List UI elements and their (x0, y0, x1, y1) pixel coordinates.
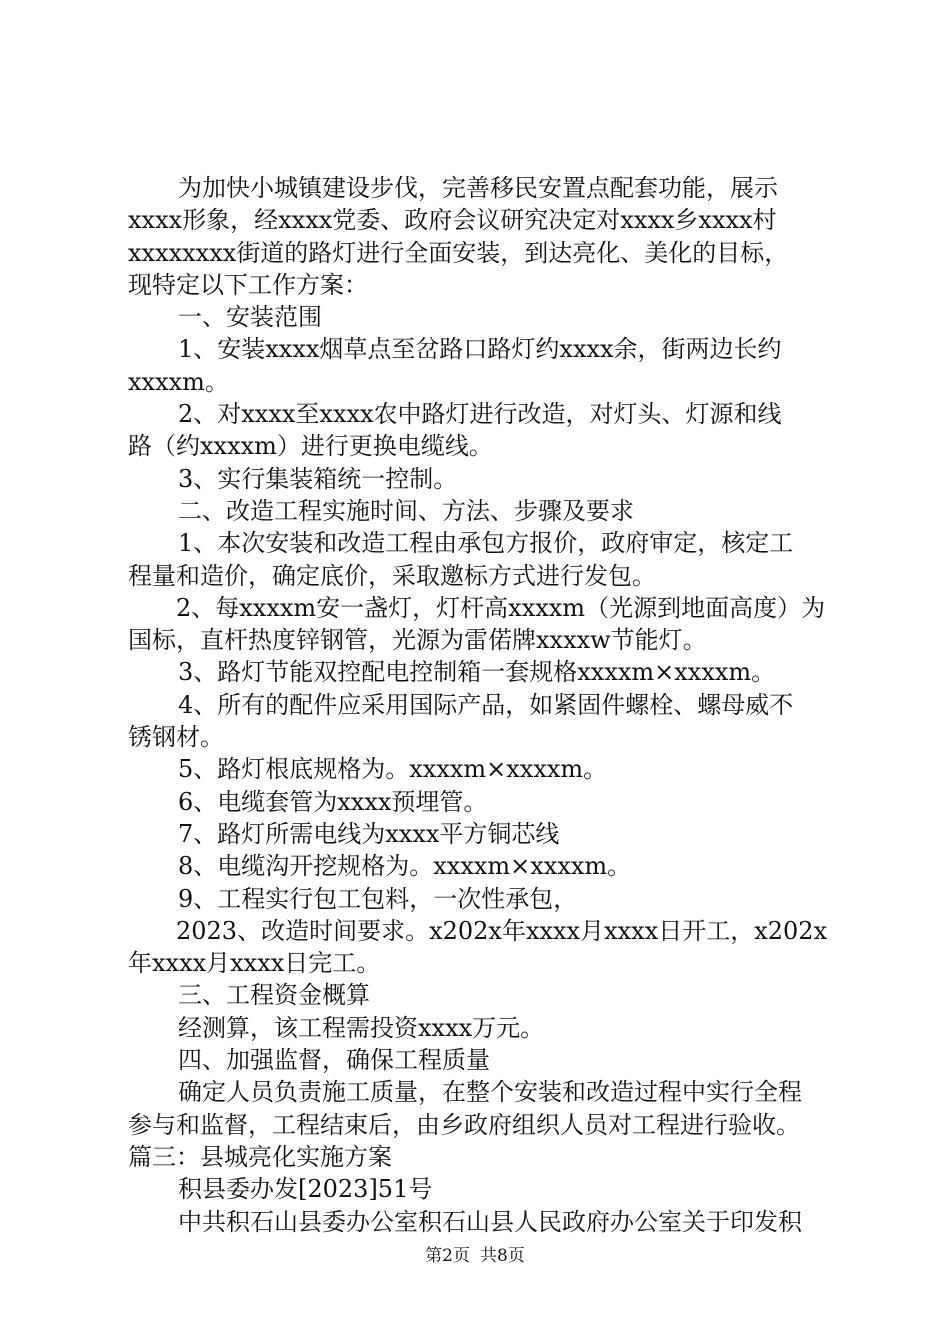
text-line: 中共积石山县委办公室积石山县人民政府办公室关于印发积 (178, 1207, 802, 1236)
text-line: xxxxm。 (128, 367, 229, 396)
page-footer (0, 1244, 950, 1268)
text-line: 3、实行集装箱统一控制。 (178, 464, 458, 493)
document-body (128, 172, 833, 1238)
text-line: 为加快小城镇建设步伐，完善移民安置点配套功能，展示 (178, 174, 778, 202)
text-line: 国标，直杆热度锌钢管，光源为雷偌牌xxxxw节能灯。 (128, 626, 707, 655)
text-line: xxxxxxxx街道的路灯进行全面安装，到达亮化、美化的目标， (128, 238, 789, 267)
text-line: 6、电缆套管为xxxx预埋管。 (178, 787, 488, 816)
text-line: 锈钢材。 (128, 723, 224, 752)
page-number: 第2页 (425, 1246, 470, 1266)
text-line: 9、工程实行包工包料，一次性承包， (178, 884, 578, 913)
text-line: 四、加强监督，确保工程质量 (178, 1046, 490, 1075)
text-line: 年xxxx月xxxx日完工。 (128, 949, 381, 978)
text-line: 5、路灯根底规格为。xxxxm×xxxxm。 (178, 755, 608, 784)
text-line: 确定人员负责施工质量，在整个安装和改造过程中实行全程 (178, 1078, 802, 1107)
text-line: 程量和造价，确定底价，采取邀标方式进行发包。 (128, 561, 656, 590)
text-line: 4、所有的配件应采用国际产品，如紧固件螺栓、螺母威不 (178, 690, 794, 719)
text-line: 1、安装xxxx烟草点至岔路口路灯约xxxx余，街两边长约 (178, 335, 782, 364)
text-line: 篇三：县城亮化实施方案 (128, 1142, 392, 1171)
text-line: 8、电缆沟开挖规格为。xxxxm×xxxxm。 (178, 852, 632, 881)
text-line: 三、工程资金概算 (178, 981, 370, 1010)
text-line: 3、路灯节能双控配电控制箱一套规格xxxxm×xxxxm。 (178, 658, 776, 687)
text-line: 1、本次安装和改造工程由承包方报价，政府审定，核定工 (178, 529, 794, 558)
text-line: 经测算，该工程需投资xxxx万元。 (178, 1013, 545, 1042)
text-line: 现特定以下工作方案： (128, 270, 368, 299)
text-line: 参与和监督，工程结束后，由乡政府组织人员对工程进行验收。 (128, 1110, 800, 1139)
text-line: 2、对xxxx至xxxx农中路灯进行改造，对灯头、灯源和线 (178, 400, 782, 429)
text-line: 一、安装范围 (178, 303, 322, 332)
text-line: 2、每xxxxm安一盏灯，灯杆高xxxxm（光源到地面高度）为 (176, 593, 826, 622)
text-line: 7、路灯所需电线为xxxx平方铜芯线 (178, 819, 560, 848)
text-line: 路（约xxxxm）进行更换电缆线。 (128, 432, 493, 461)
text-line: 2023、改造时间要求。x202x年xxxx月xxxx日开工，x202x (176, 916, 828, 945)
text-line: 积县委办发[2023]51号 (178, 1175, 433, 1204)
text-line: xxxx形象，经xxxx党委、政府会议研究决定对xxxx乡xxxx村 (128, 206, 777, 235)
page-total: 共8页 (480, 1246, 525, 1266)
text-line: 二、改造工程实施时间、方法、步骤及要求 (178, 496, 634, 525)
